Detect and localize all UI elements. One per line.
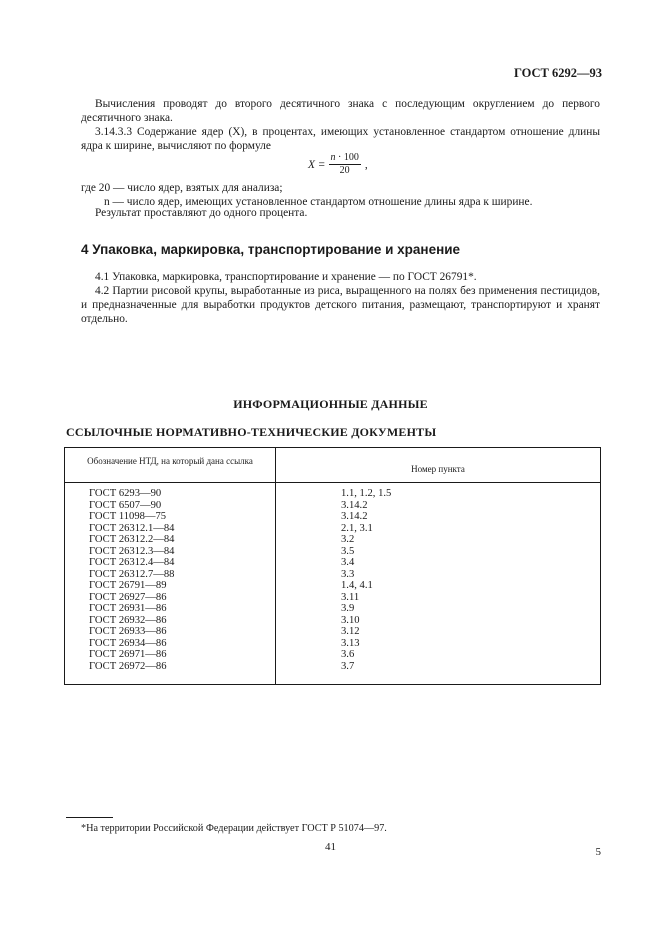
table-row-document: ГОСТ 26932—86 (89, 614, 167, 626)
table-row-item: 3.3 (341, 568, 355, 580)
table-row-document: ГОСТ 26971—86 (89, 649, 167, 660)
formula (308, 152, 368, 177)
table-row-item: 3.2 (341, 534, 355, 545)
table-row-document: ГОСТ 6507—90 (89, 499, 162, 511)
references-table (64, 447, 601, 685)
table-row-item: 3.6 (341, 649, 355, 660)
table-header-document: Обозначение НТД, на который дана ссылка (87, 456, 253, 466)
table-row-item: 3.13 (341, 637, 360, 649)
table-row-document: ГОСТ 6293—90 (89, 488, 162, 499)
page-number-center: 41 (325, 841, 336, 853)
table-row-document: ГОСТ 26934—86 (89, 637, 167, 649)
page-number-right: 5 (595, 846, 601, 858)
document-code: ГОСТ 6292—93 (513, 66, 602, 80)
paragraph-4-2: 4.2 Партии рисовой крупы, выработанные из риса, выращенного на полях без применения пестицидов, и предназначенные для выработки продуктов детского питания, размещают, транспортируют и хранят отдельно. (81, 285, 600, 325)
table-row-item: 3.7 (341, 660, 355, 672)
table-row-document: ГОСТ 26312.7—88 (89, 568, 175, 580)
references-title: ССЫЛОЧНЫЕ НОРМАТИВНО-ТЕХНИЧЕСКИЕ ДОКУМЕНТЫ (66, 425, 437, 439)
footnote-rule (66, 817, 113, 818)
table-row-document: ГОСТ 26312.2—84 (89, 534, 175, 545)
table-row-document: ГОСТ 26312.3—84 (89, 545, 175, 557)
table-header-divider (65, 482, 600, 483)
formula-fraction (329, 152, 361, 177)
result-line: Результат проставляют до одного процента. (95, 207, 308, 219)
table-row-document: ГОСТ 26933—86 (89, 626, 167, 637)
table-column-divider (275, 448, 276, 684)
table-row-item: 3.10 (341, 614, 360, 626)
paragraph-4-1: 4.1 Упаковка, маркировка, транспортирование и хранение — по ГОСТ 26791*. (95, 271, 477, 283)
table-row-item: 2.1, 3.1 (341, 522, 373, 534)
table-header-item: Номер пункта (411, 464, 465, 474)
formula-numerator (329, 152, 361, 165)
table-row-item: 3.12 (341, 626, 360, 637)
table-row-item: 3.5 (341, 545, 355, 557)
table-row-item: 1.4, 4.1 (341, 580, 373, 591)
table-row-document: ГОСТ 26931—86 (89, 603, 167, 614)
table-column-documents (89, 488, 174, 672)
table-column-items (341, 488, 391, 672)
formula-tail: , (364, 158, 368, 171)
table-row-document: ГОСТ 26791—89 (89, 580, 167, 591)
info-title: ИНФОРМАЦИОННЫЕ ДАННЫЕ (233, 397, 428, 411)
table-row-document: ГОСТ 11098—75 (89, 511, 167, 522)
where-line-2: n — число ядер, имеющих установленное стандартом отношение длины ядра к ширине. (104, 196, 533, 208)
section-4-title: 4 Упаковка, маркировка, транспортирование и хранение (81, 242, 461, 257)
table-row-item: 3.14.2 (341, 499, 368, 511)
table-row-item: 3.4 (341, 557, 355, 568)
paragraph-rounding: Вычисления проводят до второго десятичного знака с последующим округлением до первого десятичного знака. (81, 98, 600, 124)
table-row-item: 3.11 (341, 591, 360, 603)
paragraph-3-14-3-3: 3.14.3.3 Содержание ядер (X), в процентах, имеющих установленное стандартом отношение длины ядра к ширине, вычисляют по формуле (81, 126, 600, 152)
formula-denominator: 20 (339, 165, 350, 176)
table-row-document: ГОСТ 26312.1—84 (89, 522, 175, 534)
formula-numerator-var: n (330, 152, 336, 163)
table-row-item: 3.14.2 (341, 511, 368, 522)
table-row-document: ГОСТ 26927—86 (89, 591, 167, 603)
table-row-item: 3.9 (341, 603, 355, 614)
formula-lhs: X = (308, 158, 326, 171)
table-row-document: ГОСТ 26312.4—84 (89, 557, 175, 568)
footnote: *На территории Российской Федерации действует ГОСТ Р 51074—97. (81, 823, 387, 834)
table-row-document: ГОСТ 26972—86 (89, 660, 167, 672)
table-row-item: 1.1, 1.2, 1.5 (341, 488, 392, 499)
where-line-1: где 20 — число ядер, взятых для анализа; (81, 182, 283, 194)
formula-numerator-rest: · 100 (335, 152, 359, 163)
